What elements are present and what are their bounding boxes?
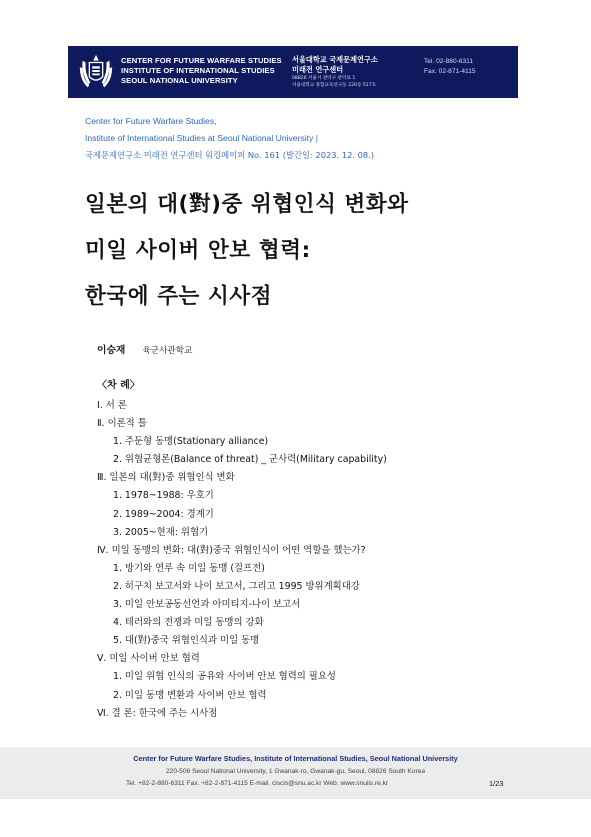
footer-contact: Tel. +82-2-880-6311 Fax. +82-2-871-4115 E-mail. ciscis@snu.ac.kr Web. www.snuiis.re.kr — [126, 780, 389, 787]
toc-item: 1. 1978~1988: 우호기 — [113, 490, 214, 502]
author-block — [97, 338, 192, 357]
toc-item: Ⅴ. 미일 사이버 안보 협력 — [97, 653, 200, 665]
toc-item: Ⅰ. 서 론 — [97, 400, 127, 411]
toc-item: 3. 미일 안보공동선언과 아미티지-나이 보고서 — [113, 599, 301, 611]
header-banner — [68, 46, 518, 98]
footer-institution: Center for Future Warfare Studies, Institute of International Studies, Seoul National University — [133, 754, 458, 763]
snu-emblem-icon — [77, 53, 115, 91]
toc-item: 5. 대(對)중국 위협인식과 미일 동맹 — [113, 635, 260, 647]
header-kr-line: 미래전 연구센터 — [292, 65, 344, 74]
paper-title-line: 한국에 주는 시사점 — [85, 284, 273, 309]
header-kr-address: 08826 서울시 관악구 관악로 1 — [292, 76, 356, 81]
paper-title-line: 일본의 대(對)중 위협인식 변화와 — [85, 192, 409, 217]
table-of-contents — [97, 375, 537, 723]
header-en-line: CENTER FOR FUTURE WARFARE STUDIES — [121, 56, 282, 65]
header-kr-line: 서울대학교 국제문제연구소 — [292, 55, 378, 64]
toc-item: Ⅱ. 이론적 틀 — [97, 418, 147, 430]
toc-item: 1. 주둔형 동맹(Stationary alliance) — [113, 436, 269, 448]
header-tel: Tel. 02-880-6311 — [424, 58, 473, 65]
publication-info-line: Institute of International Studies at Seoul National University | — [85, 133, 318, 143]
header-en-line: INSTITUTE OF INTERNATIONAL STUDIES — [121, 66, 275, 75]
footer-address: 220-506 Seoul National University, 1 Gwanak-ro, Gwanak-gu, Seoul, 08826 South Korea — [165, 768, 426, 775]
toc-item: 4. 테러와의 전쟁과 미일 동맹의 강화 — [113, 617, 264, 629]
toc-item: Ⅳ. 미일 동맹의 변화: 대(對)중국 위협인식이 어떤 역할을 했는가? — [97, 544, 366, 556]
page-number: 1/23 — [489, 779, 504, 788]
publication-info — [85, 113, 374, 164]
toc-item: 2. 히구치 보고서와 나이 보고서, 그리고 1995 방위계획대강 — [113, 580, 360, 592]
page-footer — [0, 747, 591, 799]
paper-title-line: 미일 사이버 안보 협력: — [85, 238, 311, 263]
publication-info-line: Center for Future Warfare Studies, — [85, 116, 217, 126]
toc-item: 1. 미일 위협 인식의 공유와 사이버 안보 협력의 필요성 — [113, 671, 336, 683]
paper-title — [85, 182, 409, 320]
header-institution-kr — [292, 55, 378, 89]
toc-heading: 〈차 례〉 — [97, 380, 140, 391]
author-affiliation: 육군사관학교 — [142, 346, 193, 356]
toc-item: 3. 2005~현재: 위협기 — [113, 526, 209, 538]
toc-item: 2. 미일 동맹 변환과 사이버 안보 협력 — [113, 689, 267, 701]
toc-item: 2. 위협균형론(Balance of threat) _ 군사력(Military capability) — [113, 454, 387, 466]
publication-info-line: 국제문제연구소 미래전 연구센터 워킹페이퍼 No. 161 (발간일: 2023. 12. 08.) — [85, 150, 375, 160]
toc-item: 2. 1989~2004: 경계기 — [113, 508, 214, 520]
header-en-line: SEOUL NATIONAL UNIVERSITY — [121, 76, 238, 85]
toc-item: Ⅲ. 일본의 대(對)중 위협인식 변화 — [97, 472, 235, 484]
toc-item: 1. 방기와 연루 속 미일 동맹 (걸프전) — [113, 562, 265, 574]
header-contact — [424, 57, 476, 77]
header-kr-address: 서울대학교 종합교육연구동 220동 517호 — [292, 83, 377, 88]
toc-item: Ⅵ. 결 론: 한국에 주는 시사점 — [97, 707, 218, 719]
header-fax: Fax. 02-871-4115 — [424, 68, 476, 75]
author-name: 이승재 — [97, 345, 126, 356]
header-institution-en — [121, 56, 282, 86]
